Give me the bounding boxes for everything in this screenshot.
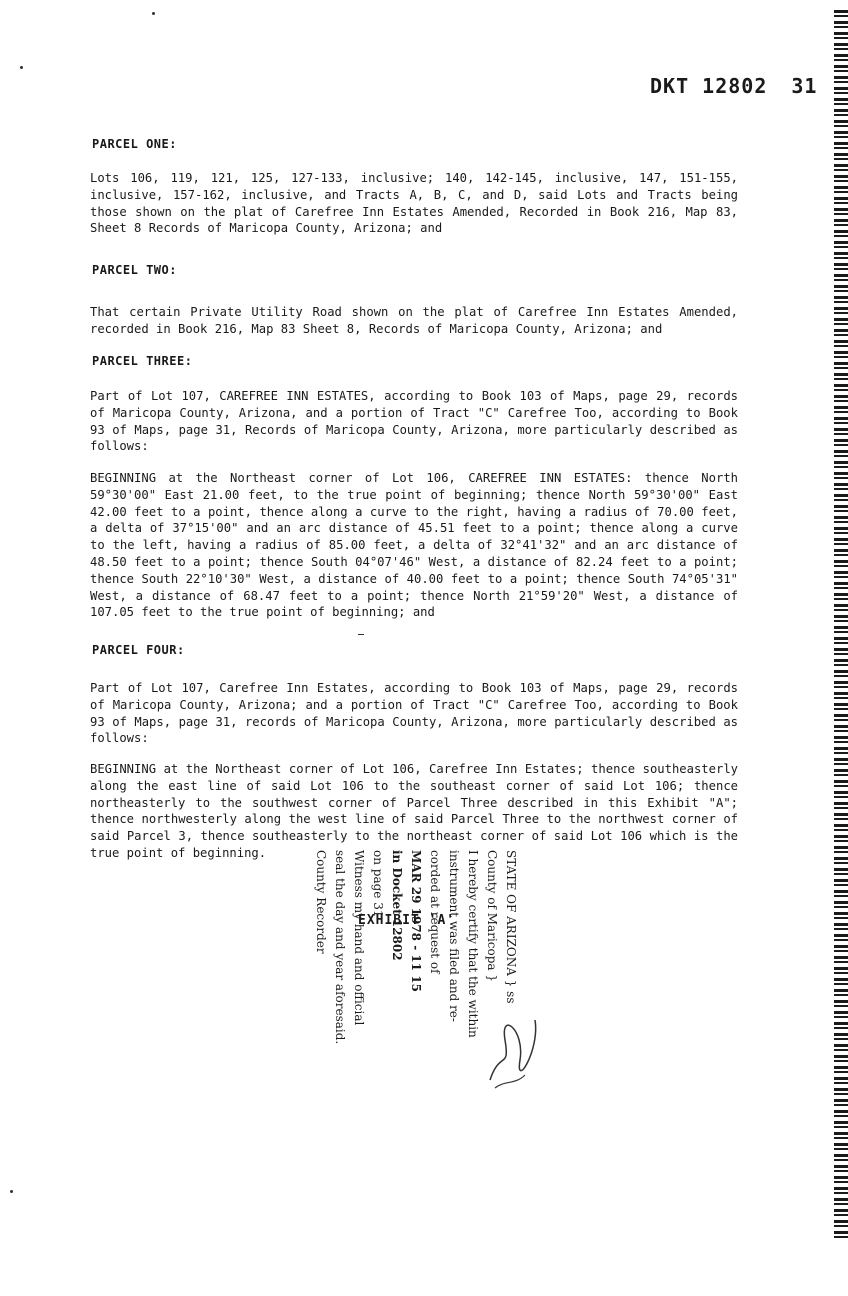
exhibit-label: EXHIBIT 'A'	[358, 913, 456, 928]
parcel-two-text: That certain Private Utility Road shown on the plat of Carefree Inn Estates Amended, recorded in Book 216, Map 83 Sheet 8, Records of Maricopa County, Arizona; and	[90, 305, 738, 336]
scan-speck	[152, 12, 155, 15]
stamp-line: on page 31	[371, 850, 385, 918]
parcel-three-text: Part of Lot 107, CAREFREE INN ESTATES, according to Book 103 of Maps, page 29, records of Maricopa County, Arizona, and a portion of Tract "C" Carefree Too, according to Book 93 of Maps, page 31, Records of Maricopa County, Arizona, more particularly described as follows:	[90, 389, 738, 454]
handwritten-signature	[480, 1010, 550, 1090]
stamp-line: Witness my hand and official	[352, 850, 366, 1026]
stamp-line: I hereby certify that the within	[466, 850, 480, 1038]
stamp-line: corded at request of	[428, 850, 442, 974]
parcel-three-heading: PARCEL THREE:	[92, 354, 193, 368]
stamp-line: instrument was filed and re-	[447, 850, 461, 1022]
parcel-one-text: Lots 106, 119, 121, 125, 127-133, inclusive; 140, 142-145, inclusive, 147, 151-155, inclusive, 157-162, inclusive, and Tracts A, B, C, and D, said Lots and Tracts being those shown on the plat of Carefree Inn Estates Amended, Recorded in Book 216, Map 83, Sheet 8 Records of Maricopa County, Arizona; and	[90, 171, 738, 236]
parcel-four-text: Part of Lot 107, Carefree Inn Estates, according to Book 103 of Maps, page 29, records of Maricopa County, Arizona; and a portion of Tract "C" Carefree Too, according to Book 93 of Maps, page 31, records of Maricopa County, Arizona, more particularly described as follows:	[90, 681, 738, 746]
scan-speck	[10, 1190, 13, 1193]
divider-mark	[358, 634, 364, 635]
docket-header	[650, 74, 817, 98]
scan-edge-artifact	[834, 10, 848, 1240]
stamp-line: County Recorder	[314, 850, 328, 954]
scan-speck	[20, 66, 23, 69]
docket-number: DKT 12802	[650, 74, 768, 98]
parcel-four-heading: PARCEL FOUR:	[92, 643, 185, 657]
stamp-line: seal the day and year aforesaid.	[333, 850, 347, 1045]
parcel-three-beginning: BEGINNING at the Northeast corner of Lot 106, CAREFREE INN ESTATES: thence North 59°30'00" East 21.00 feet, to the true point of beginning; thence North 59°30'00" East 42.00 feet to a point, thence along a curve to the right, having a radius of 70.00 feet, a delta of 37°15'00" and an arc distance of 45.51 feet to a point; thence along a curve to the left, having a radius of 85.00 feet, a delta of 32°41'32" and an arc distance of 48.50 feet to a point; thence South 04°07'46" West, a distance of 82.24 feet to a point; thence South 22°10'30" West, a distance of 40.00 feet to a point; thence South 74°05'31" West, a distance of 68.47 feet to a point; thence North 21°59'20" West, a distance of 107.05 feet to the true point of beginning; and	[90, 471, 738, 620]
parcel-two-heading: PARCEL TWO:	[92, 263, 177, 277]
stamp-line: County of Maricopa }	[485, 850, 499, 983]
parcel-one-heading: PARCEL ONE:	[92, 137, 177, 151]
stamp-line: in Docket 12802	[390, 850, 404, 961]
page-number: 31	[791, 74, 818, 98]
stamp-line: MAR 29 1978 - 11 15	[409, 850, 423, 992]
stamp-line: STATE OF ARIZONA } ss	[504, 850, 518, 1004]
parcel-four-beginning: BEGINNING at the Northeast corner of Lot 106, Carefree Inn Estates; thence southeasterly along the east line of said Lot 106 to the southeast corner of said Lot 106; thence northeasterly to the southwest corner of Parcel Three described in this Exhibit "A"; thence northwesterly along the west line of said Parcel Three to the northwest corner of said Parcel 3, thence southeasterly to the northeast corner of said Lot 106 which is the true point of beginning.	[90, 762, 738, 860]
